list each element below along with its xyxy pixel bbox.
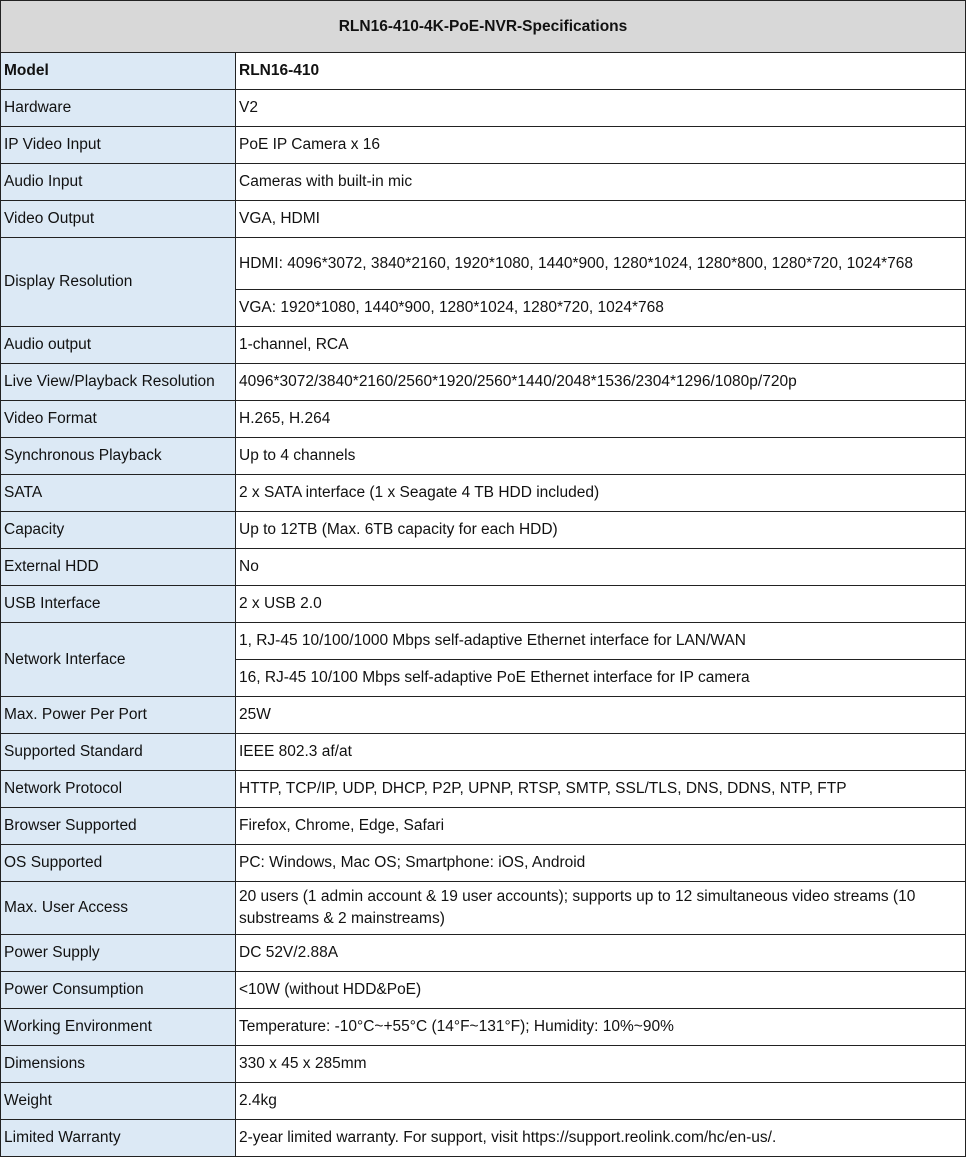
row-label: Network Interface	[1, 623, 236, 697]
row-value: HTTP, TCP/IP, UDP, DHCP, P2P, UPNP, RTSP, SMTP, SSL/TLS, DNS, DDNS, NTP, FTP	[236, 771, 966, 808]
table-row-network-protocol	[1, 771, 966, 808]
row-value: V2	[236, 90, 966, 127]
table-row-usb-interface	[1, 586, 966, 623]
row-value: 2 x SATA interface (1 x Seagate 4 TB HDD included)	[236, 475, 966, 512]
row-value: 16, RJ-45 10/100 Mbps self-adaptive PoE Ethernet interface for IP camera	[236, 660, 966, 697]
row-value: DC 52V/2.88A	[236, 935, 966, 972]
row-label: Network Protocol	[1, 771, 236, 808]
table-row-ip-video-input	[1, 127, 966, 164]
row-label: Live View/Playback Resolution	[1, 364, 236, 401]
row-value: 1-channel, RCA	[236, 327, 966, 364]
row-label: OS Supported	[1, 845, 236, 882]
table-row-max-user-access	[1, 882, 966, 935]
row-value: 330 x 45 x 285mm	[236, 1046, 966, 1083]
table-row-capacity	[1, 512, 966, 549]
table-row-limited-warranty	[1, 1120, 966, 1157]
table-row-browser-supported	[1, 808, 966, 845]
row-value: 1, RJ-45 10/100/1000 Mbps self-adaptive Ethernet interface for LAN/WAN	[236, 623, 966, 660]
row-label: Synchronous Playback	[1, 438, 236, 475]
row-value: 2-year limited warranty. For support, visit https://support.reolink.com/hc/en-us/.	[236, 1120, 966, 1157]
row-value: VGA, HDMI	[236, 201, 966, 238]
row-label: Video Format	[1, 401, 236, 438]
table-row-sata	[1, 475, 966, 512]
table-row-supported-standard	[1, 734, 966, 771]
row-label: Browser Supported	[1, 808, 236, 845]
row-label: Dimensions	[1, 1046, 236, 1083]
row-label: Hardware	[1, 90, 236, 127]
row-label: Power Supply	[1, 935, 236, 972]
row-value: RLN16-410	[236, 53, 966, 90]
row-value: <10W (without HDD&PoE)	[236, 972, 966, 1009]
table-row-dimensions	[1, 1046, 966, 1083]
row-value: 2.4kg	[236, 1083, 966, 1120]
row-label: Video Output	[1, 201, 236, 238]
row-value: 2 x USB 2.0	[236, 586, 966, 623]
row-value: No	[236, 549, 966, 586]
row-value: Cameras with built-in mic	[236, 164, 966, 201]
row-value: Firefox, Chrome, Edge, Safari	[236, 808, 966, 845]
row-label: Display Resolution	[1, 238, 236, 327]
table-row-live-view-resolution	[1, 364, 966, 401]
row-value: Up to 12TB (Max. 6TB capacity for each HDD)	[236, 512, 966, 549]
row-label: External HDD	[1, 549, 236, 586]
table-row-power-consumption	[1, 972, 966, 1009]
row-value: H.265, H.264	[236, 401, 966, 438]
row-label: USB Interface	[1, 586, 236, 623]
row-label: SATA	[1, 475, 236, 512]
row-label: IP Video Input	[1, 127, 236, 164]
row-value: PoE IP Camera x 16	[236, 127, 966, 164]
table-row-network-interface	[1, 623, 966, 660]
table-row-audio-input	[1, 164, 966, 201]
row-label: Supported Standard	[1, 734, 236, 771]
row-label: Limited Warranty	[1, 1120, 236, 1157]
row-label: Capacity	[1, 512, 236, 549]
table-row-external-hdd	[1, 549, 966, 586]
table-row-power-supply	[1, 935, 966, 972]
table-row-audio-output	[1, 327, 966, 364]
row-label: Model	[1, 53, 236, 90]
table-row-weight	[1, 1083, 966, 1120]
row-value: 25W	[236, 697, 966, 734]
row-label: Audio output	[1, 327, 236, 364]
row-label: Max. User Access	[1, 882, 236, 935]
row-value: HDMI: 4096*3072, 3840*2160, 1920*1080, 1440*900, 1280*1024, 1280*800, 1280*720, 1024*768	[236, 238, 966, 290]
row-label: Working Environment	[1, 1009, 236, 1046]
table-row-hardware	[1, 90, 966, 127]
row-value: 4096*3072/3840*2160/2560*1920/2560*1440/2048*1536/2304*1296/1080p/720p	[236, 364, 966, 401]
row-value: 20 users (1 admin account & 19 user accounts); supports up to 12 simultaneous video streams (10 substreams & 2 mainstreams)	[236, 882, 966, 935]
table-row-model	[1, 53, 966, 90]
row-value: IEEE 802.3 af/at	[236, 734, 966, 771]
row-value: PC: Windows, Mac OS; Smartphone: iOS, Android	[236, 845, 966, 882]
row-value: VGA: 1920*1080, 1440*900, 1280*1024, 1280*720, 1024*768	[236, 290, 966, 327]
row-value: Temperature: -10°C~+55°C (14°F~131°F); Humidity: 10%~90%	[236, 1009, 966, 1046]
table-title: RLN16-410-4K-PoE-NVR-Specifications	[1, 1, 966, 53]
row-value: Up to 4 channels	[236, 438, 966, 475]
table-row-max-power-per-port	[1, 697, 966, 734]
table-row-os-supported	[1, 845, 966, 882]
row-label: Power Consumption	[1, 972, 236, 1009]
table-row-synchronous-playback	[1, 438, 966, 475]
table-row-display-resolution	[1, 238, 966, 290]
row-label: Max. Power Per Port	[1, 697, 236, 734]
row-label: Weight	[1, 1083, 236, 1120]
table-row-video-output	[1, 201, 966, 238]
table-row-working-environment	[1, 1009, 966, 1046]
table-row-video-format	[1, 401, 966, 438]
row-label: Audio Input	[1, 164, 236, 201]
